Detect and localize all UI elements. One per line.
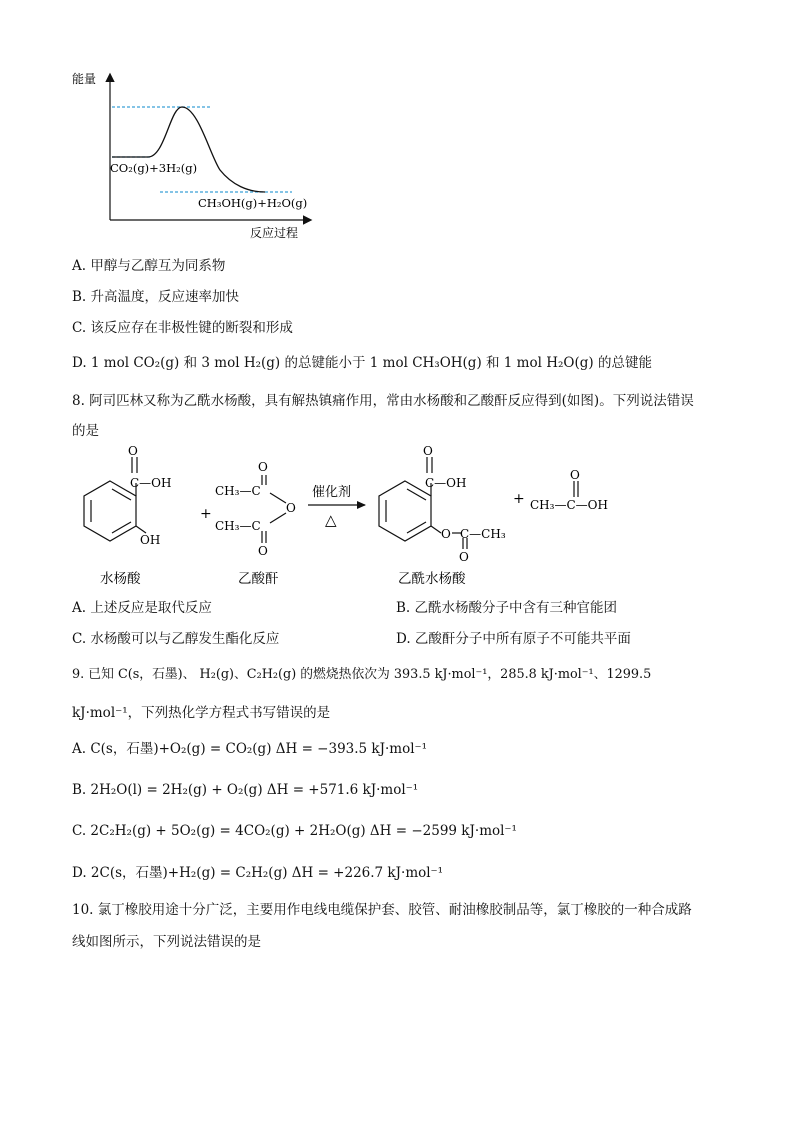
salicylic-oh: OH [140,533,161,547]
q8-option-a: A. 上述反应是取代反应 [72,600,212,616]
catalyst-label: 催化剂 [312,485,352,500]
q7-option-c: C. 该反应存在非极性键的断裂和形成 [72,320,293,336]
q7-option-b: B. 升高温度，反应速率加快 [72,289,240,305]
aspirin-cooh: C—OH [425,476,467,490]
anhydride-o-top: O [258,460,268,474]
products-label: CH₃OH(g)+H₂O(g) [198,196,308,210]
aspirin-o-top: O [423,445,433,458]
salicylic-o: O [128,445,138,458]
q8-stem-line2: 的是 [72,423,99,439]
acetic-anhydride-structure [262,475,286,543]
acetic-acid-formula: CH₃—C—OH [530,498,608,512]
energy-diagram [70,65,320,245]
plus-2: + [513,491,525,507]
x-axis-label: 反应过程 [250,226,299,240]
acetic-acid-structure [574,481,578,497]
salicylic-cooh: C—OH [130,476,172,490]
aspirin-o-ester: O [441,527,451,541]
salicylic-acid-structure [84,457,146,541]
anhydride-o-bottom: O [258,544,268,558]
q10-stem-line2: 线如图所示，下列说法错误的是 [72,934,261,950]
plus-1: + [200,506,212,522]
aspirin-o-carbonyl: O [459,550,469,564]
reactants-label: CO₂(g)+3H₂(g) [110,161,198,175]
reaction-scheme [60,445,740,595]
anhydride-o-bridge: O [286,501,296,515]
q10-stem-line1: 10. 氯丁橡胶用途十分广泛，主要用作电线电缆保护套、胶管、耐油橡胶制品等，氯丁橡胶的一种合成路 [72,902,692,918]
q9-option-c: C. 2C₂H₂(g) + 5O₂(g) = 4CO₂(g) + 2H₂O(g) ΔH = −2599 kJ·mol⁻¹ [72,823,517,839]
q9-option-d: D. 2C(s，石墨)+H₂(g) = C₂H₂(g) ΔH = +226.7 kJ·mol⁻¹ [72,865,444,881]
q7-option-a: A. 甲醇与乙醇互为同系物 [72,258,226,274]
aspirin-ester-c: C—CH₃ [460,527,506,541]
anhydride-ch3c-top: CH₃—C [215,484,261,498]
aspirin-structure [379,457,467,549]
heat-symbol: △ [325,511,337,529]
energy-curve [112,107,265,192]
aspirin-name: 乙酰水杨酸 [398,571,466,587]
y-axis-label: 能量 [72,72,97,86]
salicylic-name: 水杨酸 [100,571,141,587]
q8-stem-line1: 8. 阿司匹林又称为乙酰水杨酸，具有解热镇痛作用，常由水杨酸和乙酸酐反应得到(如图)。下列说法错误 [72,393,694,409]
anhydride-ch3c-bottom: CH₃—C [215,519,261,533]
q9-stem-line1: 9. 已知 C(s，石墨)、 H₂(g)、C₂H₂(g) 的燃烧热依次为 393.5 kJ·mol⁻¹，285.8 kJ·mol⁻¹、1299.5 [72,667,652,682]
anhydride-name: 乙酸酐 [238,571,279,587]
q9-stem-line2: kJ·mol⁻¹，下列热化学方程式书写错误的是 [72,705,331,721]
q8-option-d: D. 乙酸酐分子中所有原子不可能共平面 [396,631,631,647]
q7-option-d: D. 1 mol CO₂(g) 和 3 mol H₂(g) 的总键能小于 1 mol CH₃OH(g) 和 1 mol H₂O(g) 的总键能 [72,355,652,371]
q9-option-b: B. 2H₂O(l) = 2H₂(g) + O₂(g) ΔH = +571.6 kJ·mol⁻¹ [72,782,419,798]
q8-option-b: B. 乙酰水杨酸分子中含有三种官能团 [396,600,618,616]
q8-option-c: C. 水杨酸可以与乙醇发生酯化反应 [72,631,280,647]
q9-option-a: A. C(s，石墨)+O₂(g) = CO₂(g) ΔH = −393.5 kJ·mol⁻¹ [72,741,428,757]
acetic-o: O [570,468,580,482]
